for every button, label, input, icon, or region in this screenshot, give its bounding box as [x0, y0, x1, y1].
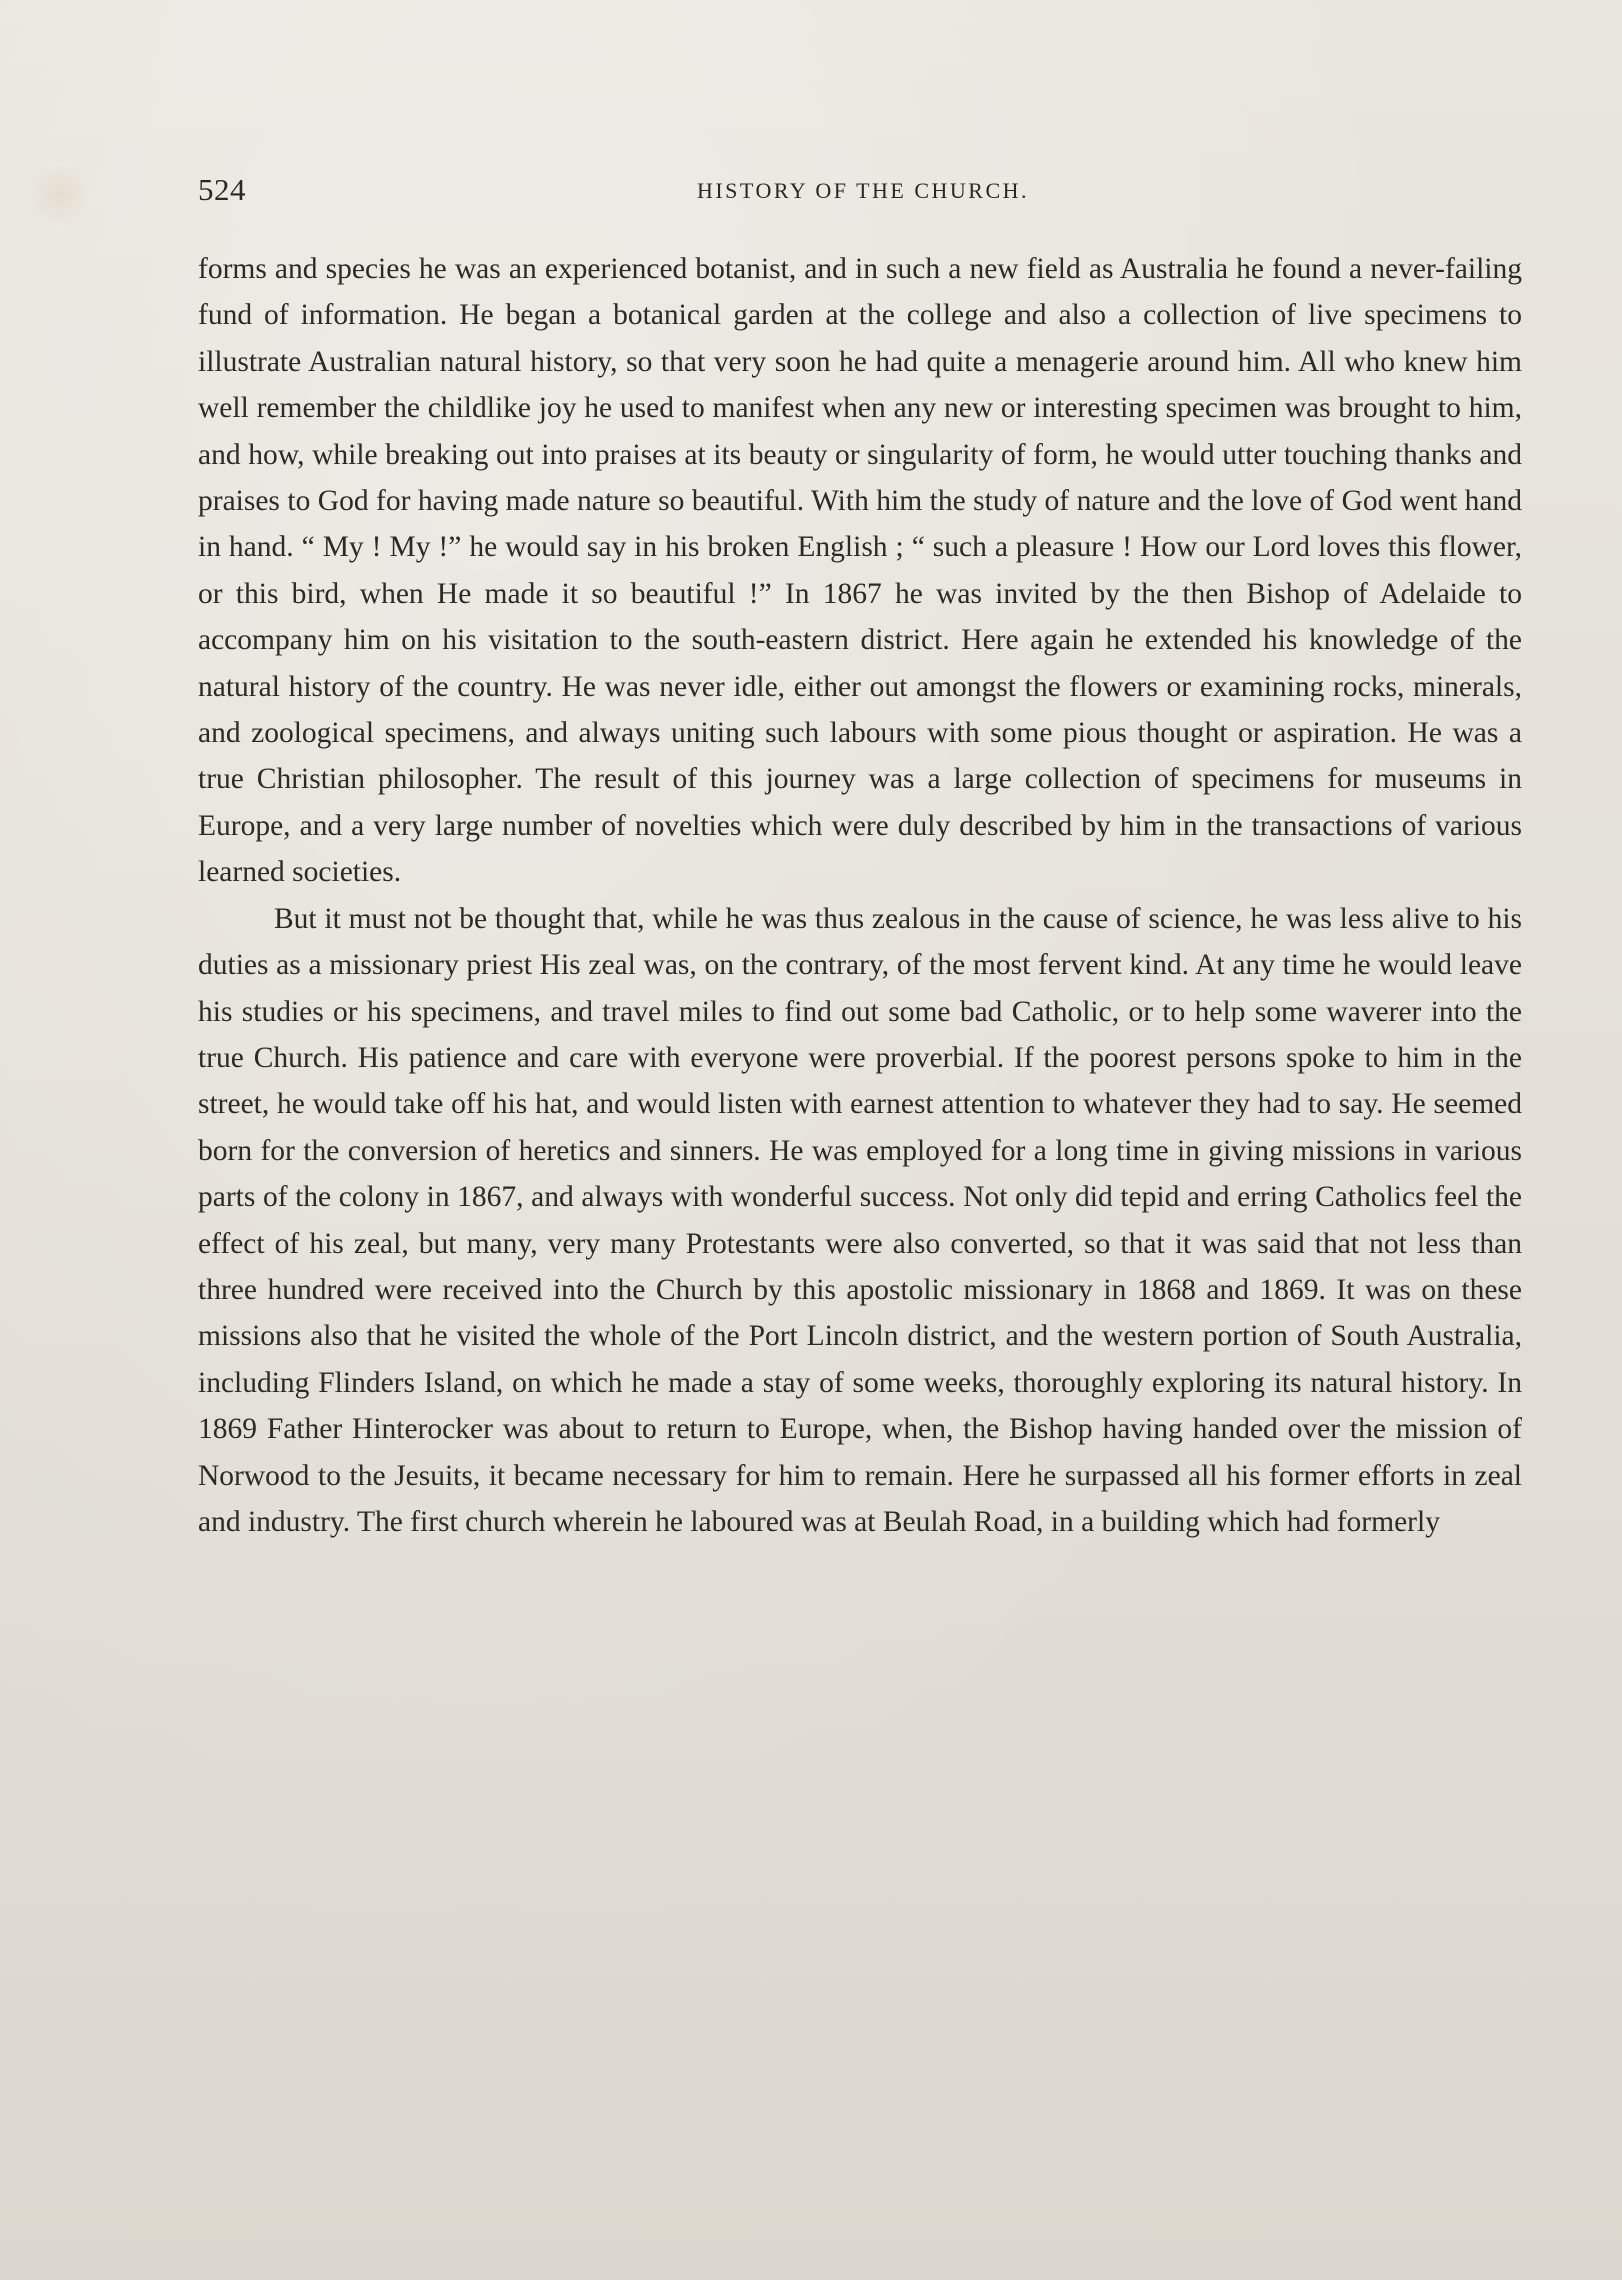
- paragraph: forms and species he was an experienced botanist, and in such a new field as Australia he found a never-failing fund of information. He began a botanical garden at the college and also a collection of live specimens to illustrate Australian natural history, so that very soon he had quite a menagerie around him. All who knew him well remember the childlike joy he used to manifest when any new or interesting specimen was brought to him, and how, while breaking out into praises at its beauty or singularity of form, he would utter touching thanks and praises to God for having made nature so beautiful. With him the study of nature and the love of God went hand in hand. “ My ! My !” he would say in his broken English ; “ such a pleasure ! How our Lord loves this flower, or this bird, when He made it so beautiful !” In 1867 he was invited by the then Bishop of Adelaide to accompany him on his visitation to the south-eastern district. Here again he extended his knowledge of the natural history of the country. He was never idle, either out amongst the flowers or examining rocks, minerals, and zoological specimens, and always uniting such labours with some pious thought or aspiration. He was a true Christian philosopher. The result of this journey was a large collection of specimens for museums in Europe, and a very large number of novelties which were duly described by him in the transactions of various learned societies.: [198, 253, 1522, 889]
- paper-stain: [30, 160, 90, 230]
- running-head: [198, 172, 1528, 216]
- paragraph: But it must not be thought that, while he was thus zealous in the cause of science, he was less alive to his duties as a missionary priest His zeal was, on the contrary, of the most fervent kind. At any time he would leave his studies or his specimens, and travel miles to find out some bad Catholic, or to help some waverer into the true Church. His patience and care with everyone were proverbial. If the poorest persons spoke to him in the street, he would take off his hat, and would listen with earnest attention to whatever they had to say. He seemed born for the conversion of heretics and sinners. He was employed for a long time in giving missions in various parts of the colony in 1867, and always with wonderful success. Not only did tepid and erring Catholics feel the effect of his zeal, but many, very many Protestants were also converted, so that it was said that not less than three hundred were received into the Church by this apostolic missionary in 1868 and 1869. It was on these missions also that he visited the whole of the Port Lincoln district, and the western portion of South Australia, including Flinders Island, on which he made a stay of some weeks, thoroughly exploring its natural history. In 1869 Father Hinterocker was about to return to Europe, when, the Bishop having handed over the mission of Norwood to the Jesuits, it became necessary for him to remain. Here he surpassed all his former efforts in zeal and industry. The first church wherein he laboured was at Beulah Road, in a building which had formerly: [198, 902, 1522, 1538]
- running-title: HISTORY OF THE CHURCH.: [696, 178, 1030, 203]
- body-text: [198, 246, 1522, 1545]
- page-number: 524: [198, 172, 246, 207]
